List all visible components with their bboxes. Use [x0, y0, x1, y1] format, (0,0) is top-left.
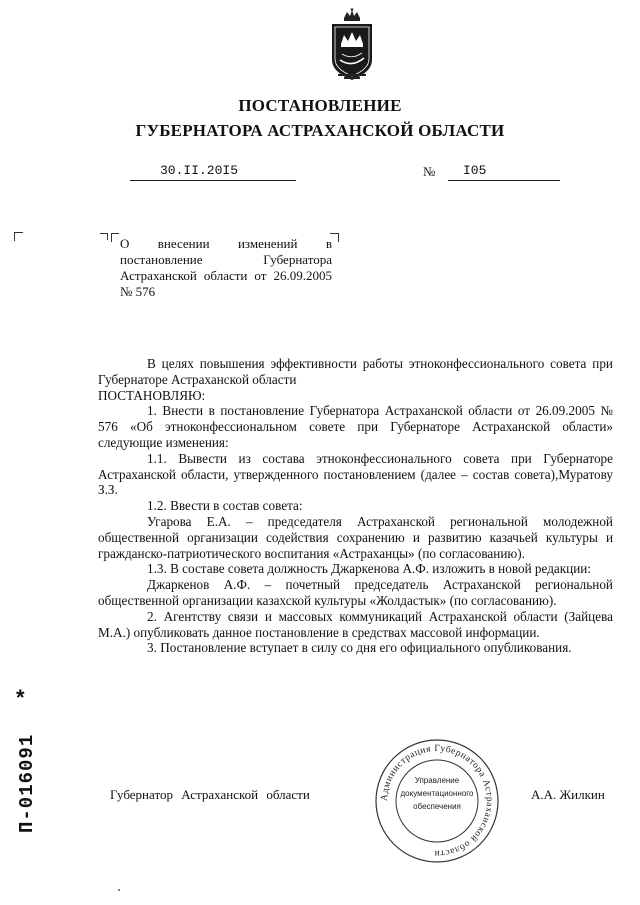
clause-1-3-member: Джаркенов А.Ф. – почетный председатель Астраханской региональной общественной организации казахской культуры «Жолдастык» (по согласованию).: [98, 577, 613, 608]
clause-1-3: 1.3. В составе совета должность Джаркенова А.Ф. изложить в новой редакции:: [147, 561, 591, 577]
svg-text:Администрация Губернатора Астр: [380, 744, 494, 858]
resolves-heading: ПОСТАНОВЛЯЮ:: [98, 387, 206, 403]
clause-1: 1. Внести в постановление Губернатора Астраханской области от 26.09.2005 № 576 «Об этноконфессиональном совете при Губернаторе Астраханской области» следующие изменения:: [98, 403, 613, 450]
document-title: ПОСТАНОВЛЕНИЕ: [238, 96, 402, 115]
document-date: 30.II.20I5: [160, 163, 239, 178]
document-number: I05: [463, 163, 487, 178]
official-stamp: [374, 738, 500, 864]
clause-1-2-member: Угарова Е.А. – председателя Астраханской региональной молодежной общественной организации содействия сохранению и развитию казачьей культуры и гражданско-патриотического воспитания «Астраханцы» (по согласованию).: [98, 513, 613, 561]
document-subject: О внесении изменений в постановление Губернатора Астраханской области от 26.09.2005 № 576: [120, 236, 332, 299]
clause-2: 2. Агентству связи и массовых коммуникаций Астраханской области (Зайцева М.А.) опубликовать данное постановление в средствах массовой информации.: [98, 608, 613, 640]
preamble-paragraph: В целях повышения эффективности работы этноконфессионального совета при Губернаторе Астраханской области: [98, 356, 613, 387]
document-issuer: ГУБЕРНАТОРА АСТРАХАНСКОЙ ОБЛАСТИ: [135, 121, 505, 140]
signatory-name: А.А. Жилкин: [531, 787, 605, 802]
stamp-line-1: Управление: [414, 776, 460, 785]
corner-mark-subject-left: [100, 233, 108, 240]
stamp-ring-text: Администрация Губернатора Астраханской области: [379, 743, 495, 859]
serial-text: П-016091: [16, 733, 38, 833]
scan-speck: [118, 889, 120, 891]
corner-mark-left: [14, 232, 23, 241]
document-body: [98, 356, 613, 656]
stamp-line-3: обеспечения: [413, 802, 461, 811]
corner-mark-subject-left2: [111, 233, 119, 242]
coat-of-arms-emblem: [327, 8, 377, 84]
stamp-line-2: документационного: [400, 789, 474, 798]
side-serial-number: [10, 700, 50, 835]
clause-1-2: 1.2. Ввести в состав совета:: [147, 498, 303, 514]
signatory-position: Губернатор Астраханской области: [110, 787, 310, 802]
clause-3: 3. Постановление вступает в силу со дня его официального опубликования.: [147, 640, 572, 656]
clause-1-1: 1.1. Вывести из состава этноконфессионального совета при Губернаторе Астраханской области, утвержденного постановлением (далее – состав совета),Муратову З.З.: [98, 450, 613, 498]
side-asterisk: *: [16, 685, 25, 710]
number-label: №: [423, 164, 436, 179]
